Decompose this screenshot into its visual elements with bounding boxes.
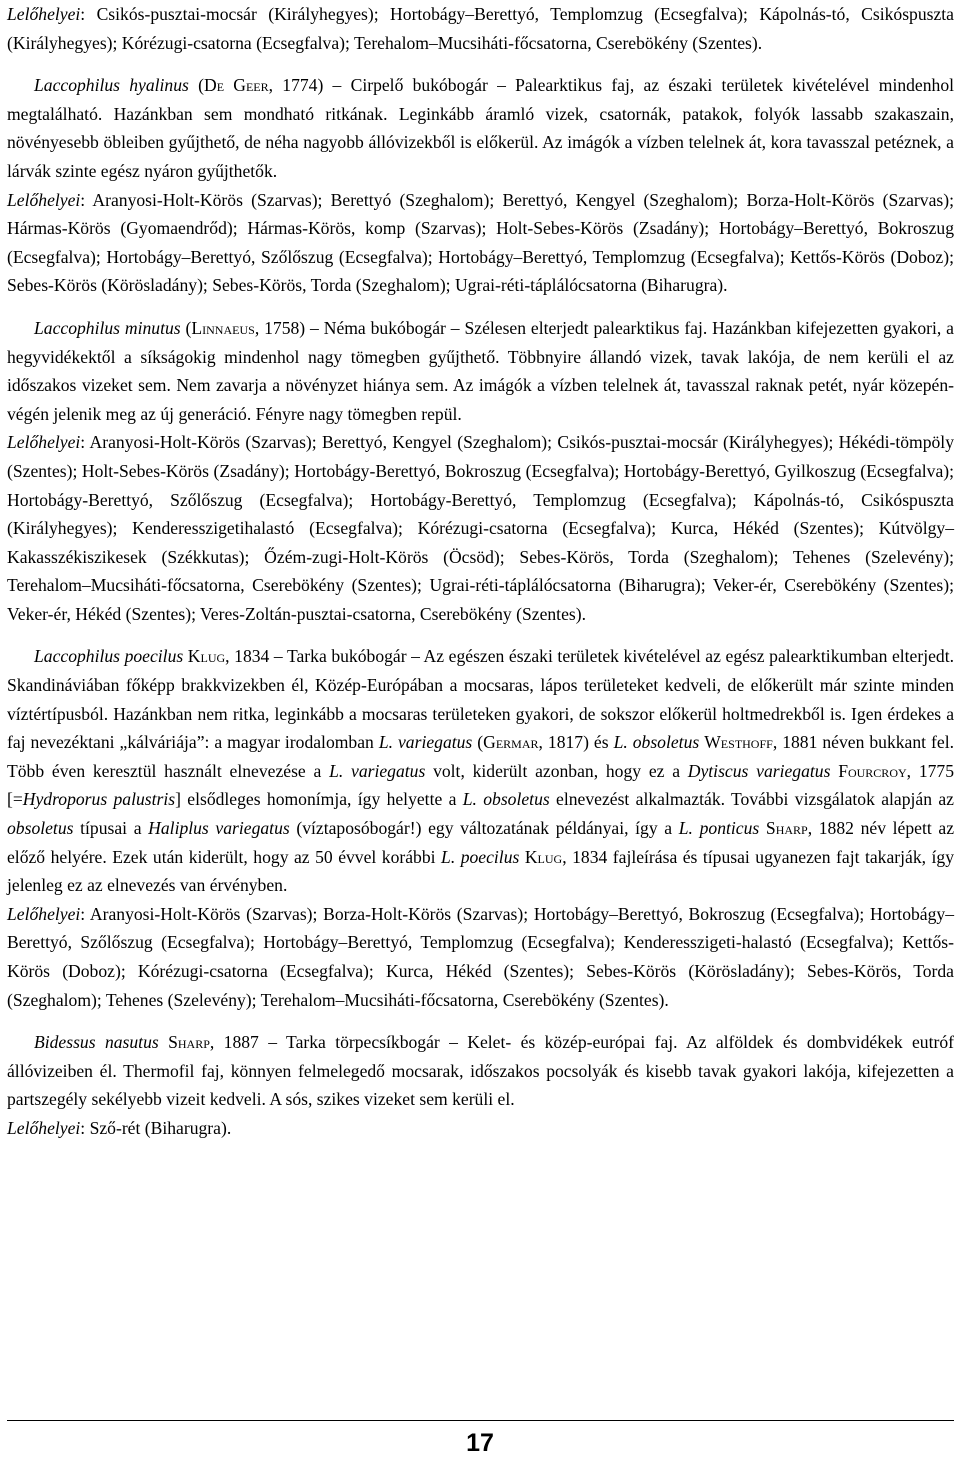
species-entry-nasutus [7, 1028, 954, 1114]
species-entry-hyalinus [7, 71, 954, 185]
localities-text: : Aranyosi-Holt-Körös (Szarvas); Berettyó (Szeghalom); Berettyó, Kengyel (Szeghalom); Borza-Holt-Körös (Szarvas); Hármas-Körös (Gyomaendrőd); Hármas-Körös, komp (Szarvas); Holt-Sebes-Körös (Zsadány); Hortobágy–Berettyó, Bokroszug (Ecsegfalva); Hortobágy–Berettyó, Szőlőszug (Ecsegfalva); Hortobágy–Berettyó, Templomzug (Ecsegfalva); Kettős-Körös (Doboz); Sebes-Körös (Körösladány); Sebes-Körös, Torda (Szeghalom); Ugrai-réti-táplálócsatorna (Biharugra). [7, 189, 954, 296]
localities-text: : Csikós-pusztai-mocsár (Királyhegyes); Hortobágy–Berettyó, Templomzug (Ecsegfalva); Kápolnás-tó, Csikóspuszta (Királyhegyes); Kórézugi-csatorna (Ecsegfalva); Terehalom–Mucsiháti-főcsatorna, Cserebökény (Szentes). [7, 4, 954, 53]
taxon-name: Hydroporus palustris [22, 789, 176, 810]
localities-text: : Aranyosi-Holt-Körös (Szarvas); Berettyó, Kengyel (Szeghalom); Csikós-pusztai-mocsár (Királyhegyes); Hékédi-tömpöly (Szentes); Holt-Sebes-Körös (Zsadány); Hortobágy-Berettyó, Bokroszug (Ecsegfalva); Hortobágy-Berettyó, Gyilkoszug (Ecsegfalva); Hortobágy-Berettyó, Szőlőszug (Ecsegfalva); Hortobágy-Berettyó, Templomzug (Ecsegfalva); Kápolnás-tó, Csikóspuszta (Királyhegyes); Kenderesszigetihalastó (Ecsegfalva); Kórézugi-csatorna (Ecsegfalva); Kurca, Hékéd (Szentes); Kútvölgy–Kakasszékiszikesek (Székkutas); Őzém-zugi-Holt-Körös (Öcsöd); Sebes-Körös, Torda (Szeghalom); Tehenes (Szelevény); Terehalom–Mucsiháti-főcsatorna, Cserebökény (Szentes); Ugrai-réti-táplálócsatorna (Biharugra); Veker-ér, Cserebökény (Szentes); Veker-ér, Hékéd (Szentes); Veres-Zoltán-pusztai-csatorna, Cserebökény (Szentes). [7, 432, 954, 624]
taxon-name: obsoletus [7, 818, 74, 839]
species-localities-hyalinus [7, 186, 954, 300]
taxon-name: L. variegatus [329, 760, 426, 781]
author-name: Germar [483, 732, 539, 753]
text-segment: , 1834 fajleírása és típusai ugyanezen fajt takarják, így jelenleg ez az elnevezés van érvényben. [7, 846, 954, 896]
text-segment: ( [472, 732, 484, 753]
text-segment: elnevezést alkalmazták. További vizsgálatok alapján az [549, 789, 954, 810]
species-name: Laccophilus poecilus [34, 646, 184, 667]
text-segment [759, 818, 766, 838]
page-number: 17 [466, 1429, 494, 1457]
text-segment: volt, kiderült azonban, hogy ez a [425, 760, 688, 781]
author-name: Sharp [765, 818, 808, 839]
localities-label: Lelőhelyei [7, 189, 81, 210]
author-name: Fourcroy [838, 760, 907, 781]
species-name: Laccophilus minutus [34, 317, 181, 338]
localities-label: Lelőhelyei [7, 432, 81, 453]
species-localities-poecilus [7, 900, 954, 1014]
taxon-name: L. obsoletus [462, 789, 550, 810]
taxon-name: L. ponticus [678, 818, 760, 839]
author-name: Sharp [168, 1032, 210, 1053]
taxon-name: Haliplus variegatus [148, 818, 290, 839]
species-entry-poecilus [7, 642, 954, 899]
text-segment: (víztaposóbogár!) egy változatának példányai, így a [289, 818, 679, 839]
taxon-name: L. variegatus [378, 732, 473, 753]
text-segment: , 1881 néven bukkant fel. Több éven keresztül használt elnevezése a [7, 732, 954, 781]
species-name: Bidessus nasutus [34, 1032, 159, 1053]
text-segment: , 1882 név lépett az előző helyére. Ezek után kiderült, hogy az 50 évvel korábbi [7, 818, 955, 867]
species-description: , 1887 – Tarka törpecsíkbogár – Kelet- és közép-európai faj. Az alföldek és dombvidékek eutróf állóvizeiben él. Thermofil faj, könnyen felmelegedő mocsarak, időszakos pocsolyák és kisebb tavak gyakori lakója, kifejezetten a partszegély sekélyebb vizeit kedveli. A sós, szikes vizeket sem kerüli el. [7, 1032, 955, 1110]
author-name: De Geer [203, 75, 269, 96]
text-segment: típusai a [73, 818, 149, 839]
taxon-name: Dytiscus variegatus [687, 760, 831, 781]
document-page [7, 0, 954, 1459]
author-name: Klug [524, 846, 563, 867]
author-name: Klug [187, 646, 226, 667]
localities-label: Lelőhelyei [7, 903, 81, 924]
localities-label: Lelőhelyei [7, 4, 81, 24]
footer-divider [7, 1420, 954, 1421]
text-segment: ( [180, 317, 192, 338]
text-segment: ( [188, 75, 204, 96]
text-segment: ] elsődleges homonímja, így helyette a [175, 789, 463, 810]
species-name: Laccophilus hyalinus [34, 75, 189, 96]
text-segment: , 1775 [= [7, 760, 955, 810]
species-localities-minutus [7, 428, 954, 628]
taxon-name: L. obsoletus [613, 732, 700, 753]
text-segment: , 1834 – Tarka bukóbogár – Az egészen északi területek kivételével az egész palearktikumban elterjedt. Skandináviában főképp brakkvizekben él, Közép-Európában a mocsaras, lápos területeket kedveli, de előkerült már szinte minden víztértípusból. Hazánkban nem ritka, leginkább a mocsaras területeken gyakori, de sokszor előkerül holtmedrekből is. Igen érdekes a faj nevezéktani „kálváriája”: a magyar irodalomban [7, 646, 954, 753]
author-name: Westhoff [704, 732, 773, 753]
intro-localities-paragraph [7, 0, 954, 57]
author-name: Linnaeus [191, 317, 255, 338]
species-entry-minutus [7, 314, 954, 428]
species-description: , 1758) – Néma bukóbogár – Szélesen elterjedt palearktikus faj. Hazánkban kifejezetten gyakori, a hegyvidékektől a síkságokig mindenhol nagy tömegben gyűjthető. Többnyire állandó vizek, tavak lakója, de nem kerüli el az időszakos vizeket sem. Nem zavarja a növényzet hiánya sem. Az imágók a vízben telelnek át, tavasszal raknak petét, nyár közepén-végén jelenik meg az új generáció. Fényre nagy tömegben repül. [7, 317, 954, 424]
species-localities-nasutus [7, 1114, 954, 1143]
localities-text: : Sző-rét (Biharugra). [80, 1117, 232, 1138]
taxon-name: L. poecilus [441, 846, 520, 867]
text-segment [159, 1032, 168, 1052]
text-segment: , 1817) és [538, 732, 614, 753]
species-description: , 1774) – Cirpelő bukóbogár – Palearktikus faj, az északi területek kivételével mindenhol megtalálható. Hazánkban sem mondható ritkának. Leginkább áramló vizek, csatornák, patakok, folyók lassabb szakaszain, növényesebb öbleiben gyűjthető, de néha nagyobb állóvizekből is előkerül. Az imágók a vízben telelnek át, kora tavasszal petéznek, a lárvák szinte egész nyáron gyűjthetők. [7, 75, 955, 181]
localities-text: : Aranyosi-Holt-Körös (Szarvas); Borza-Holt-Körös (Szarvas); Hortobágy–Berettyó, Bokroszug (Ecsegfalva); Hortobágy–Berettyó, Szőlőszug (Ecsegfalva); Hortobágy–Berettyó, Templomzug (Ecsegfalva); Kenderesszigeti-halastó (Ecsegfalva); Kettős-Körös (Doboz); Kórézugi-csatorna (Ecsegfalva); Kurca, Hékéd (Szentes); Sebes-Körös (Körösladány); Sebes-Körös, Torda (Szeghalom); Tehenes (Szelevény); Terehalom–Mucsiháti-főcsatorna, Cserebökény (Szentes). [7, 903, 954, 1010]
localities-label: Lelőhelyei [7, 1117, 81, 1138]
